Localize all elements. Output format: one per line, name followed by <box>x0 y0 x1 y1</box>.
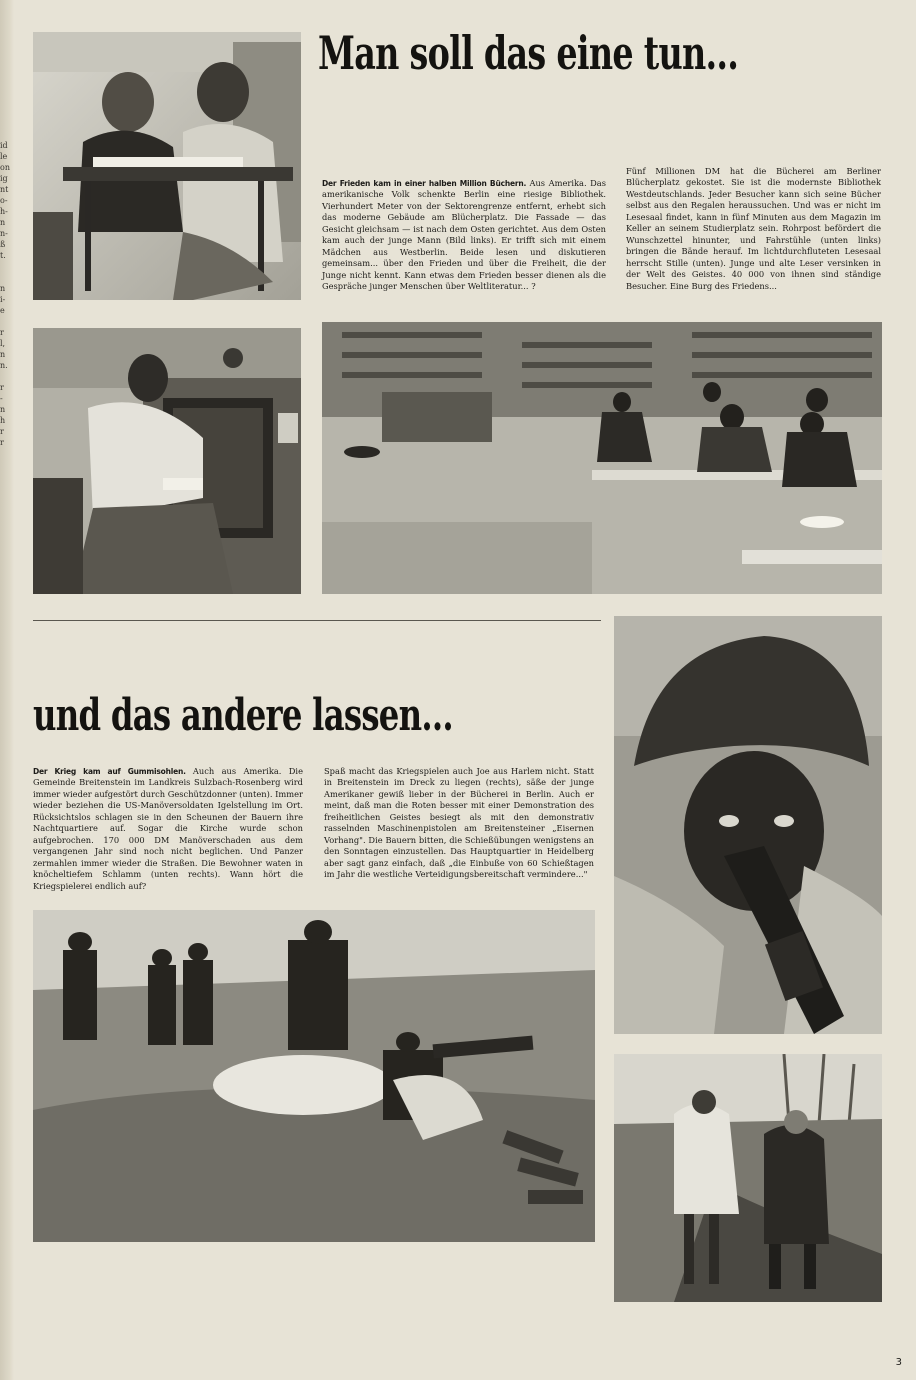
top-col1-body: Aus Amerika. Das amerikanische Volk schenkte Berlin eine riesige Bibliothek. Vierhundert Meter von der Sektorengrenze entfernt, erhebt sich das moderne Gebäude am Blücherplatz. Die Fassade — das Gesicht gleichsam — ist nach dem Osten gerichtet. Aus dem Osten kam auch der junge Mann (Bild links). Er trifft sich mit einem Mädchen aus Westberlin. Beide lesen und diskutieren gemeinsam... über den Frieden und über die Freiheit, die der Junge nicht kennt. Kann etwas dem Frieden besser dienen als die Gespräche junger Menschen über Weltliteratur... ? <box>322 178 606 292</box>
bottom-col1-body: Auch aus Amerika. Die Gemeinde Breitenstein im Landkreis Sulzbach-Rosenberg wird immer wieder aufgestört durch Geschützdonner (unten). Immer wieder beziehen die US-Manöversoldaten Igelstellung im Ort. Rücksichtslos schlagen sie in den Scheunen der Bauern ihre Nachtquartiere auf. Sogar die Kirche wurde schon aufgebrochen. 170 000 DM Manöverschaden aus dem vergangenen Jahr sind noch nicht beglichen. Und Panzer zermahlen immer wieder die Straßen. Die Bewohner waten in knöcheltiefem Schlamm (unten rechts). Wann hört die Kriegspielerei endlich auf? <box>33 766 304 891</box>
bottom-article-col1 <box>33 766 303 892</box>
page-number: 3 <box>895 1357 902 1368</box>
photo-villagers-in-mud <box>614 1054 882 1302</box>
photo-reading-hall <box>322 322 882 594</box>
headline-top: Man soll das eine tun... <box>318 26 739 80</box>
gutter-text-fragments: id le on ig nt o- h- n n- ß t. n i- e r l, n n. r - n h r r <box>0 141 10 447</box>
photo-students-reading <box>33 32 301 300</box>
top-article-col2 <box>626 166 881 292</box>
section-divider <box>33 620 601 621</box>
left-gutter <box>0 0 14 1380</box>
photo-soldier-helmet <box>614 616 882 1034</box>
headline-bottom: und das andere lassen... <box>33 690 453 741</box>
top-article-col1 <box>322 178 606 293</box>
bottom-article-col2 <box>324 766 594 881</box>
top-lead-in: Der Frieden kam in einer halben Million Büchern. <box>322 179 530 188</box>
bottom-col2-body: Spaß macht das Kriegspielen auch Joe aus Harlem nicht. Statt in Breitenstein im Dreck zu liegen (rechts), säße der junge Amerikaner gewiß lieber in der Bücherei in Berlin. Auch er meint, daß man die Roten besser mit einer Demonstration des freiheitlichen Geistes besiegt als mit den demonstrativ rasselnden Maschinenpistolen am Breitensteiner „Eisernen Vorhang". Die Bauern bitten, die Schießübungen wenigstens an den Sonntagen einzustellen. Das Hauptquartier in Heidelberg aber sagt ganz einfach, daß „die Einbuße von 60 Schießtagen im Jahr die westliche Verteidigungsbereitschaft vermindere..." <box>324 766 594 880</box>
photo-book-lift <box>33 328 301 594</box>
top-col2-body: Fünf Millionen DM hat die Bücherei am Berliner Blücherplatz gekostet. Sie ist die modernste Bibliothek Westdeutschlands. Jeder Besucher kann sich seine Bücher selbst aus den Regalen heraussuchen. Und was er nicht im Lesesaal findet, kann in fünf Minuten aus dem Magazin im Keller an seinem Studierplatz sein. Rohrpost befördert die Wunschzettel hinunter, und Fahrstühle (unten links) bringen die Bände herauf. Im lichtdurchfluteten Lesesaal herrscht Stille (unten). Junge und alte Leser versinken in der Welt des Geistes. 40 000 von ihnen sind ständige Besucher. Eine Burg des Friedens... <box>626 166 881 291</box>
bottom-lead-in: Der Krieg kam auf Gummisohlen. <box>33 767 193 776</box>
photo-artillery-exercise <box>33 910 595 1242</box>
